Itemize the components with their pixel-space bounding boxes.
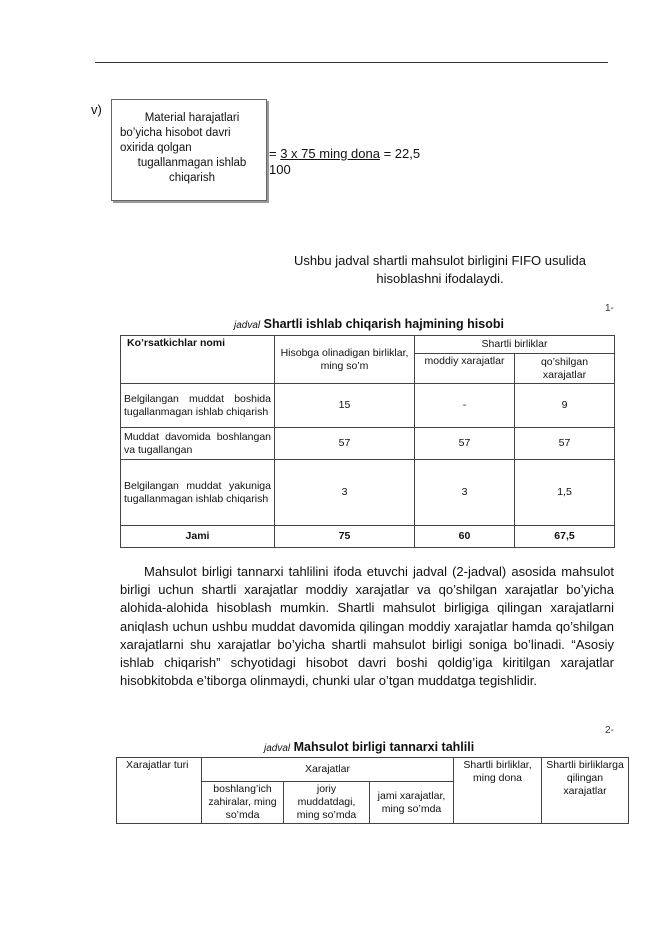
t1-total-material: 60 <box>415 526 515 548</box>
table1 <box>120 335 615 548</box>
formula-result: = 22,5 <box>383 146 421 161</box>
t2-header-group: Xarajatlar <box>202 758 454 782</box>
formula-box-line: chiqarish <box>168 172 216 184</box>
t1-cell-material: 57 <box>415 428 515 460</box>
formula-numerator: 3 x 75 ming dona <box>280 146 380 161</box>
formula-denominator: 100 <box>269 162 291 177</box>
formula-box-line: tugallanmagan ishlab <box>137 157 247 169</box>
table2-number: 2- <box>605 725 614 736</box>
table-row <box>121 428 615 460</box>
formula-box-line: Material harajatlari <box>144 112 240 124</box>
table2 <box>116 757 629 824</box>
t1-total-added: 67,5 <box>515 526 615 548</box>
t1-cell-added: 9 <box>515 384 615 428</box>
t1-cell-units: 15 <box>275 384 415 428</box>
t1-cell-name: Belgilangan muddat boshida tugallanmagan ishlab chiqarish <box>121 384 275 428</box>
top-rule <box>95 62 608 63</box>
table2-title: Mahsulot birligi tannarxi tahlili <box>293 740 475 754</box>
t2-header-type: Xarajatlar turi <box>117 758 202 824</box>
formula-box-line: bo’yicha hisobot davri <box>120 127 231 139</box>
t1-header-name: Ko’rsatkichlar nomi <box>121 336 275 384</box>
t1-header-material: moddiy xarajatlar <box>415 354 515 384</box>
t1-total-units: 75 <box>275 526 415 548</box>
t2-header-current: joriy muddatdagi, ming so’mda <box>284 782 370 824</box>
table1-heading <box>234 317 504 331</box>
table2-prefix: jadval <box>264 743 291 754</box>
table-row <box>121 384 615 428</box>
t1-header-added: qo’shilgan xarajatlar <box>515 354 615 384</box>
t1-cell-units: 57 <box>275 428 415 460</box>
t2-header-unit-costs: Shartli birliklarga qilingan xarajatlar <box>542 758 629 824</box>
table-caption: Ushbu jadval shartli mahsulot birligini FIFO usulida hisoblashni ifodalaydi. <box>294 253 586 286</box>
t1-cell-material: - <box>415 384 515 428</box>
formula-eq-sign: = <box>269 146 277 161</box>
t1-header-units: Hisobga olinadigan birliklar, ming so’m <box>275 336 415 384</box>
t1-header-group: Shartli birliklar <box>415 336 615 354</box>
t1-cell-name: Muddat davomida boshlangan va tugallangan <box>121 428 275 460</box>
t1-cell-added: 1,5 <box>515 460 615 526</box>
formula-box-line: oxirida qolgan <box>120 142 192 154</box>
body-paragraph: Mahsulot birligi tannarxi tahlilini ifoda etuvchi jadval (2-jadval) asosida mahsulot birligi uchun shartli xarajatlar moddiy xarajatlar va qo’shilgan xarajatlar bo’yicha alohida-alohida hisoblash mumkin. Shartli mahsulot birligiga qilingan xarajatlarni aniqlash uchun ushbu muddat davomida qilingan moddiy xarajatlar hamda qo’shilgan xarajatlarni shu xarajatlar bo’yicha shartli mahsulot birligi soniga bo’linadi. “Asosiy ishlab chiqarish” schyotidagi hisobot davri boshi qoldig’iga kiritilgan xarajatlar hisobkitobda e’tiborga olinmaydi, chunki ular o’tgan muddatga tegishlidir. <box>120 564 614 689</box>
table-row <box>121 460 615 526</box>
table1-title: Shartli ishlab chiqarish hajmining hisobi <box>263 317 504 331</box>
t1-cell-material: 3 <box>415 460 515 526</box>
table1-number: 1- <box>605 303 614 314</box>
table-total-row <box>121 526 615 548</box>
formula-equation <box>269 146 420 161</box>
table1-prefix: jadval <box>234 320 261 331</box>
t2-header-opening: boshlang’ich zahiralar, ming so’mda <box>202 782 284 824</box>
table2-heading <box>264 740 474 754</box>
formula-label: v) <box>91 102 102 117</box>
t1-cell-name: Belgilangan muddat yakuniga tugallanmagan ishlab chiqarish <box>121 460 275 526</box>
t1-cell-units: 3 <box>275 460 415 526</box>
t2-header-units: Shartli birliklar, ming dona <box>454 758 542 824</box>
t2-header-total: jami xarajatlar, ming so’mda <box>370 782 454 824</box>
formula-text-box <box>111 99 267 201</box>
t1-cell-added: 57 <box>515 428 615 460</box>
t1-total-name: Jami <box>121 526 275 548</box>
